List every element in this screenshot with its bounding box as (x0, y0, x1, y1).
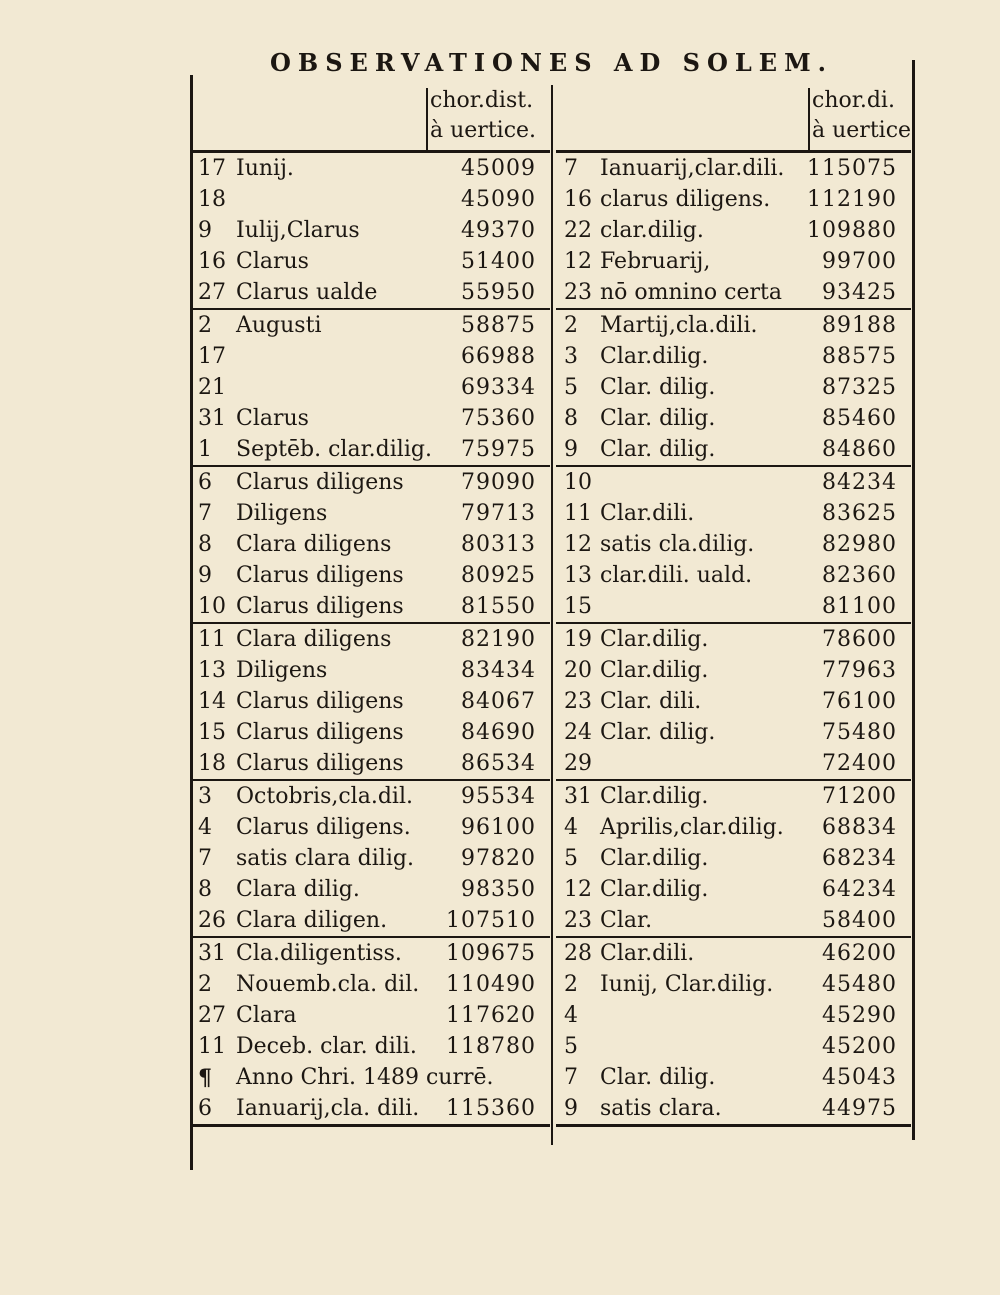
observation-text: Clarus diligens. (236, 815, 411, 840)
table-row (556, 1031, 911, 1062)
center-rule (551, 85, 553, 1145)
table-row (190, 184, 550, 215)
day-number: 5 (564, 846, 578, 871)
observation-text: Iunij. (236, 156, 294, 181)
distance-value: 45200 (822, 1034, 897, 1059)
table-row (190, 246, 550, 277)
table-row (190, 781, 550, 812)
observation-text: clar.dili. uald. (600, 563, 753, 588)
table-row (190, 624, 550, 655)
observation-text: Clarus diligens (236, 720, 404, 745)
distance-value: 71200 (822, 784, 897, 809)
observation-text: Cla.diligentiss. (236, 941, 402, 966)
day-number: 6 (198, 1096, 212, 1121)
table-group (556, 622, 911, 779)
distance-value: 80925 (461, 563, 536, 588)
table-row (190, 1062, 550, 1093)
distance-value: 45090 (461, 187, 536, 212)
table-row (556, 560, 911, 591)
distance-value: 76100 (822, 689, 897, 714)
day-number: 11 (198, 627, 226, 652)
observation-text: Clar.dilig. (600, 784, 709, 809)
day-number: 11 (198, 1034, 226, 1059)
table-row (190, 498, 550, 529)
table-row (190, 277, 550, 308)
distance-value: 81100 (822, 594, 897, 619)
table-row (556, 717, 911, 748)
observation-text: Ianuarij,cla. dili. (236, 1096, 420, 1121)
day-number: 27 (198, 280, 226, 305)
day-number: 28 (564, 941, 592, 966)
distance-value: 79090 (461, 470, 536, 495)
table-row (190, 403, 550, 434)
observation-text: Clar. (600, 908, 653, 933)
distance-value: 75360 (461, 406, 536, 431)
day-number: 9 (564, 1096, 578, 1121)
distance-value: 81550 (461, 594, 536, 619)
distance-value: 117620 (446, 1003, 536, 1028)
table-row (190, 686, 550, 717)
day-number: 2 (564, 313, 578, 338)
distance-value: 55950 (461, 280, 536, 305)
observation-text: satis cla.dilig. (600, 532, 755, 557)
distance-value: 49370 (461, 218, 536, 243)
distance-value: 84690 (461, 720, 536, 745)
table-group (190, 150, 550, 308)
distance-value: 88575 (822, 344, 897, 369)
table-row (556, 498, 911, 529)
running-head: OBSERVATIONES AD SOLEM. (270, 48, 833, 77)
table-row (556, 781, 911, 812)
table-group (556, 936, 911, 1124)
observation-text: Clar. dili. (600, 689, 702, 714)
header-divider (808, 88, 810, 150)
observation-text: Clar.dilig. (600, 627, 709, 652)
table-row (190, 938, 550, 969)
table-row (556, 215, 911, 246)
table-row (556, 1000, 911, 1031)
table-row (556, 812, 911, 843)
table-row (556, 905, 911, 936)
day-number: 23 (564, 908, 592, 933)
distance-value: 78600 (822, 627, 897, 652)
day-number: 11 (564, 501, 592, 526)
observation-text: Clara diligens (236, 627, 392, 652)
distance-value: 75975 (461, 437, 536, 462)
table-row (556, 624, 911, 655)
observation-text: nō omnino certa (600, 280, 782, 305)
observation-text: Nouemb.cla. dil. (236, 972, 420, 997)
table-row (190, 591, 550, 622)
distance-value: 82980 (822, 532, 897, 557)
observation-text: Clar.dili. (600, 941, 695, 966)
observation-text: Augusti (236, 313, 322, 338)
day-number: 8 (564, 406, 578, 431)
day-number: 5 (564, 1034, 578, 1059)
distance-value: 79713 (461, 501, 536, 526)
observation-text: Clara diligen. (236, 908, 388, 933)
distance-value: 72400 (822, 751, 897, 776)
observation-text: clarus diligens. (600, 187, 771, 212)
day-number: 12 (564, 877, 592, 902)
observation-text: Februarij, (600, 249, 711, 274)
table-row (556, 686, 911, 717)
observation-text: Clara (236, 1003, 297, 1028)
table-group (190, 308, 550, 465)
distance-value: 51400 (461, 249, 536, 274)
day-number: 4 (564, 815, 578, 840)
day-number: 12 (564, 249, 592, 274)
table-row (190, 310, 550, 341)
distance-value: 96100 (461, 815, 536, 840)
table-group (190, 622, 550, 779)
day-number: 16 (564, 187, 592, 212)
right-column (556, 80, 911, 1127)
day-number: 7 (564, 1065, 578, 1090)
table-group (190, 465, 550, 622)
table-row (556, 843, 911, 874)
observation-text: Clarus diligens (236, 563, 404, 588)
observation-text: Clar. dilig. (600, 720, 716, 745)
distance-value: 58400 (822, 908, 897, 933)
table-group (556, 150, 911, 308)
day-number: 16 (198, 249, 226, 274)
distance-value: 86534 (461, 751, 536, 776)
day-number: 9 (198, 563, 212, 588)
observation-text: Anno Chri. 1489 currē. (236, 1065, 494, 1090)
day-number: 10 (198, 594, 226, 619)
closing-rule (556, 1124, 911, 1127)
observation-text: Diligens (236, 658, 328, 683)
observation-text: Iulij,Clarus (236, 218, 360, 243)
day-number: 3 (198, 784, 212, 809)
table-row (190, 812, 550, 843)
observation-text: Clara dilig. (236, 877, 360, 902)
table-row (556, 372, 911, 403)
observation-text: Clar.dilig. (600, 658, 709, 683)
distance-value: 66988 (461, 344, 536, 369)
distance-value: 109880 (807, 218, 897, 243)
distance-value: 84860 (822, 437, 897, 462)
table-row (190, 843, 550, 874)
table-row (556, 1093, 911, 1124)
day-number: 8 (198, 532, 212, 557)
day-number: 6 (198, 470, 212, 495)
table-row (190, 748, 550, 779)
distance-value: 82360 (822, 563, 897, 588)
table-row (190, 1000, 550, 1031)
distance-value: 45480 (822, 972, 897, 997)
day-number: 3 (564, 344, 578, 369)
table-row (556, 277, 911, 308)
observation-text: Clarus diligens (236, 594, 404, 619)
day-number: 23 (564, 280, 592, 305)
distance-value: 58875 (461, 313, 536, 338)
right-table (556, 150, 911, 1127)
day-number: 4 (564, 1003, 578, 1028)
day-number: 26 (198, 908, 226, 933)
day-number: 1 (198, 437, 212, 462)
day-number: 2 (198, 972, 212, 997)
distance-value: 84234 (822, 470, 897, 495)
table-row (556, 874, 911, 905)
day-number: 20 (564, 658, 592, 683)
table-row (556, 434, 911, 465)
header-line2: à uertice (812, 118, 912, 143)
distance-value: 115360 (446, 1096, 536, 1121)
day-number: 18 (198, 187, 226, 212)
header-divider (426, 88, 428, 150)
observation-text: Clarus ualde (236, 280, 378, 305)
observation-text: Clar. dilig. (600, 437, 716, 462)
observation-text: Clar.dilig. (600, 877, 709, 902)
table-row (190, 529, 550, 560)
day-number: 12 (564, 532, 592, 557)
day-number: 13 (198, 658, 226, 683)
observation-text: Iunij, Clar.dilig. (600, 972, 774, 997)
distance-value: 112190 (807, 187, 897, 212)
table-row (556, 310, 911, 341)
table-row (190, 372, 550, 403)
distance-value: 83625 (822, 501, 897, 526)
table-row (556, 529, 911, 560)
table-row (190, 215, 550, 246)
observation-text: Aprilis,clar.dilig. (600, 815, 784, 840)
header-line1: chor.dist. (430, 88, 534, 113)
right-column-header (556, 80, 911, 150)
distance-value: 69334 (461, 375, 536, 400)
table-row (556, 341, 911, 372)
day-number: 5 (564, 375, 578, 400)
distance-value: 68834 (822, 815, 897, 840)
day-number: 10 (564, 470, 592, 495)
table-group (556, 308, 911, 465)
observation-text: Ianuarij,clar.dili. (600, 156, 785, 181)
day-number: 2 (198, 313, 212, 338)
day-number: 7 (564, 156, 578, 181)
distance-value: 64234 (822, 877, 897, 902)
distance-value: 107510 (446, 908, 536, 933)
table-row (556, 467, 911, 498)
day-number: 31 (198, 406, 226, 431)
day-number: 15 (564, 594, 592, 619)
distance-value: 45009 (461, 156, 536, 181)
distance-value: 98350 (461, 877, 536, 902)
day-number: ¶ (198, 1065, 212, 1091)
table-group (556, 465, 911, 622)
observation-text: Octobris,cla.dil. (236, 784, 413, 809)
observation-text: Clar.dilig. (600, 344, 709, 369)
observation-text: Clarus (236, 406, 309, 431)
table-row (556, 153, 911, 184)
day-number: 9 (564, 437, 578, 462)
observation-text: Diligens (236, 501, 328, 526)
left-table (190, 150, 550, 1127)
day-number: 31 (198, 941, 226, 966)
day-number: 23 (564, 689, 592, 714)
distance-value: 45043 (822, 1065, 897, 1090)
day-number: 19 (564, 627, 592, 652)
day-number: 17 (198, 156, 226, 181)
table-row (556, 1062, 911, 1093)
distance-value: 46200 (822, 941, 897, 966)
table-row (556, 246, 911, 277)
day-number: 24 (564, 720, 592, 745)
day-number: 22 (564, 218, 592, 243)
observation-text: satis clara dilig. (236, 846, 414, 871)
observation-text: Clar. dilig. (600, 375, 716, 400)
table-row (190, 874, 550, 905)
day-number: 18 (198, 751, 226, 776)
distance-value: 109675 (446, 941, 536, 966)
table-row (556, 655, 911, 686)
distance-value: 110490 (446, 972, 536, 997)
observation-text: Clarus (236, 249, 309, 274)
day-number: 15 (198, 720, 226, 745)
table-row (190, 467, 550, 498)
distance-value: 118780 (446, 1034, 536, 1059)
day-number: 7 (198, 501, 212, 526)
observation-text: Deceb. clar. dili. (236, 1034, 417, 1059)
header-line1: chor.di. (812, 88, 895, 113)
table-row (556, 938, 911, 969)
table-row (556, 184, 911, 215)
table-row (190, 153, 550, 184)
table-row (556, 403, 911, 434)
observation-text: Clar. dilig. (600, 1065, 716, 1090)
day-number: 9 (198, 218, 212, 243)
distance-value: 45290 (822, 1003, 897, 1028)
table-row (190, 905, 550, 936)
table-row (190, 560, 550, 591)
day-number: 27 (198, 1003, 226, 1028)
day-number: 4 (198, 815, 212, 840)
distance-value: 80313 (461, 532, 536, 557)
left-column-header (190, 80, 550, 150)
observation-text: Septēb. clar.dilig. (236, 437, 432, 462)
day-number: 31 (564, 784, 592, 809)
day-number: 8 (198, 877, 212, 902)
observation-text: Clara diligens (236, 532, 392, 557)
header-line2: à uertice. (430, 118, 537, 143)
observation-text: Clarus diligens (236, 751, 404, 776)
distance-value: 84067 (461, 689, 536, 714)
table-row (190, 655, 550, 686)
distance-value: 77963 (822, 658, 897, 683)
table-group (190, 779, 550, 936)
day-number: 21 (198, 375, 226, 400)
distance-value: 99700 (822, 249, 897, 274)
left-column (190, 80, 550, 1127)
distance-value: 87325 (822, 375, 897, 400)
table-row (556, 748, 911, 779)
right-margin-rule (912, 60, 915, 1140)
distance-value: 85460 (822, 406, 897, 431)
table-group (190, 936, 550, 1124)
distance-value: 93425 (822, 280, 897, 305)
observation-text: Clar.dili. (600, 501, 695, 526)
distance-value: 83434 (461, 658, 536, 683)
distance-value: 44975 (822, 1096, 897, 1121)
observation-text: Martij,cla.dili. (600, 313, 758, 338)
observation-text: Clarus diligens (236, 470, 404, 495)
distance-value: 115075 (807, 156, 897, 181)
day-number: 13 (564, 563, 592, 588)
table-row (190, 1031, 550, 1062)
observation-text: Clar. dilig. (600, 406, 716, 431)
closing-rule (190, 1124, 550, 1127)
distance-value: 75480 (822, 720, 897, 745)
distance-value: 89188 (822, 313, 897, 338)
distance-value: 68234 (822, 846, 897, 871)
distance-value: 82190 (461, 627, 536, 652)
table-row (190, 434, 550, 465)
day-number: 14 (198, 689, 226, 714)
table-row (190, 717, 550, 748)
table-row (190, 341, 550, 372)
observation-text: clar.dilig. (600, 218, 704, 243)
observation-text: satis clara. (600, 1096, 722, 1121)
day-number: 17 (198, 344, 226, 369)
table-row (190, 969, 550, 1000)
table-row (190, 1093, 550, 1124)
table-row (556, 591, 911, 622)
day-number: 7 (198, 846, 212, 871)
observation-text: Clar.dilig. (600, 846, 709, 871)
table-group (556, 779, 911, 936)
day-number: 29 (564, 751, 592, 776)
observation-text: Clarus diligens (236, 689, 404, 714)
table-row (556, 969, 911, 1000)
day-number: 2 (564, 972, 578, 997)
distance-value: 95534 (461, 784, 536, 809)
distance-value: 97820 (461, 846, 536, 871)
